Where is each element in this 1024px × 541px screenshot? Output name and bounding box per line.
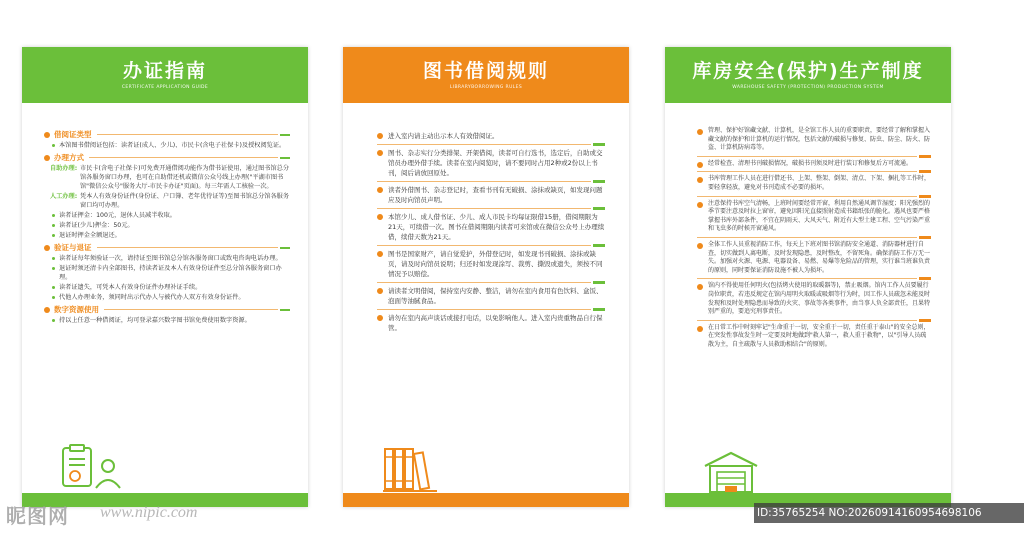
divider [377,141,605,148]
panel-subtitle: CERTIFICATE APPLICATION GUIDE [121,85,209,90]
watermark-logo: 昵图网 [6,504,69,528]
panel-title: 图书借阅规则 [422,60,549,82]
list-item: 本馆少儿、成人借书证、少儿、成人市民卡均每证限借15册，借阅期限为21天，可续借一次。图书在借阅期限内读者可来馆或在微信公众号上办理续借，续借天数为21天。 [377,212,605,242]
list-item: 全体工作人员重视消防工作，每天上下班对图书馆消防安全通道、消防器材进行自查，切实做到人离电断，及时发现隐患，及时整改，不留死角。确保消防工作万无一失。加强对火源、电源、电器设备、易燃、易爆等危险品的管理，实行谁当班谁负责的原则，同时要保证消防设施不被人为损坏。 [697,241,931,275]
bullet-icon [697,326,703,332]
footer-bar [343,493,629,507]
rules-list [697,127,931,349]
image-id-label: ID:35765254 NO:20260914160954698106 [757,507,982,519]
divider [697,193,931,200]
divider [377,178,605,185]
bullet-icon [44,132,50,138]
bullet-icon [44,155,50,161]
bullet-icon [377,150,383,156]
watermark-url: www.nipic.com [100,504,198,521]
list-item: 管理、保护好馆藏文献、计算机，是全馆工作人员的重要职责，要经常了解和掌握入藏文献的保护和计算机的运行情况，包括文献的破损与修复、防虫、防尘、防火、防盗、计算机防病毒等。 [697,127,931,153]
list-item: 注意保持书库空气清畅，上班时间要经常开窗，利用自然通风调节湿度；阳光强烈的季节要注意及时拉上窗帘，避免因阳光直接照射造成书籍纸张的脆化。遇风也要严格掌握书库外部条件，不宜在阴雨天、大风天气、附近有大型土建工程、空气污染严重和飞虫多的时候开窗通风。 [697,200,931,234]
list-item: 持以上任意一种借阅证，均可登录嘉兴数字图书馆免费使用数字资源。 [50,316,290,325]
divider [377,279,605,286]
bullet-icon [697,202,703,208]
list-item: 经常检查、清理书刊破损情况，破损书刊须及时进行装订和修复后方可流通。 [697,160,931,169]
list-item: 退证时押金全额退还。 [50,231,290,240]
document-user-icon [60,442,130,494]
list-item: 读者证押金：100元，退休人员减半收取。 [50,211,290,220]
panel-title: 办证指南 [122,60,207,82]
panel-header [343,47,629,103]
section-heading: 数字资源使用 [44,305,290,314]
bullet-icon [697,284,703,290]
list-item: 读者证(少儿)押金：50元。 [50,221,290,230]
bullet-icon [44,307,50,313]
panel-header [22,47,308,103]
section-heading: 借阅证类型 [44,130,290,139]
certificate-guide-panel [22,47,308,507]
divider [377,205,605,212]
list-item: 图书是国家财产，请自觉爱护，外借登记时，如发现书刊破损、涂抹或缺页，请及时向馆员说明；归还时如发现涂写、裁剪、撕毁或遗失，须按不同情况予以赔偿。 [377,249,605,279]
warehouse-icon [703,450,759,494]
list-item: 馆内不得使用任何明火(包括烤火使用的取暖器等)，禁止吸烟。馆内工作人员要履行岗位职责，若违反规定在馆内用明火取暖或吸烟等行为时，因工作人员疏忽未能及时发现和及时处理隐患而导致的火灾、事故等各类事件，由当事人负全部责任，且果特别严重的，要追究刑事责任。 [697,282,931,316]
list-item: 读者外借图书、杂志登记时，查看书刊有无破损、涂抹或缺页，如发现问题应及时向馆员声明。 [377,185,605,205]
divider [697,275,931,282]
bullet-icon [377,251,383,257]
self-service-row: 自助办理: 市民卡(含电子社保卡)可免费开通借阅功能作为借书证使用，通过图书馆总分馆各服务窗口办理，也可在自助借还机或微信公众号线上办理("平湖市图书馆"微信公众号"服务大厅-市民卡办证"页面)。每三年需人工核验一次。 [50,165,290,190]
list-item: 请读者文明借阅，保持室内安静、整洁，请勿在室内食用有色饮料、盒饭、泡面等油腻食品。 [377,286,605,306]
manual-service-row: 人工办理: 凭本人有效身份证件(身份证、户口簿、老年优待证等)至图书馆总分馆各服务窗口均可办理。 [50,193,290,209]
bullet-icon [44,245,50,251]
panel-subtitle: WAREHOUSE SAFETY (PROTECTION) PRODUCTION SYSTEM [732,85,884,90]
divider [697,168,931,175]
bullet-icon [697,243,703,249]
list-item: 在日常工作中时刻牢记"生命重于一切，安全重于一切，责任重于泰山"的安全总则，在突发性事故发生时一定要及时地做到"救人第一，救人重于救物"，以"引导人员疏散为主，自主疏散与人员救助相结合"的原则。 [697,324,931,350]
bullet-icon [697,129,703,135]
list-item: 读者证遗失，可凭本人有效身份证件办理补证手续。 [50,283,290,292]
bullet-icon [377,133,383,139]
panel-content [50,127,290,326]
section-heading: 办理方式 [44,153,290,162]
list-item: 本馆图书借阅证包括：读者证(成人、少儿)、市民卡(含电子社保卡)及授权阅览证。 [50,141,290,150]
section-heading: 验证与退证 [44,243,290,252]
bullet-icon [697,177,703,183]
divider [697,153,931,160]
panel-header [665,47,951,103]
bullet-icon [377,288,383,294]
list-item: 读者证每年须验证一次，请持证至图书馆总分馆各服务窗口或致电咨询电话办理。 [50,254,290,263]
bullet-icon [377,187,383,193]
panel-title: 库房安全(保护)生产制度 [692,60,924,82]
bullet-icon [377,214,383,220]
divider [697,317,931,324]
divider [377,306,605,313]
bullet-icon [697,162,703,168]
warehouse-safety-panel [665,47,951,507]
list-item: 进入室内请主动出示本人有效借阅证。 [377,131,605,141]
rules-list [377,131,605,333]
list-item: 书库管理工作人员在进行借还书、上架、整架、倒架、清点、下架、捆扎等工作时，要轻拿轻放，避免对书刊造成不必要的损坏。 [697,175,931,192]
divider [377,242,605,249]
bullet-icon [377,315,383,321]
books-icon [383,445,439,493]
borrowing-rules-panel [343,47,629,507]
list-item: 请勿在室内高声谈话或接打电话，以免影响他人。进入室内贵重物品自行保管。 [377,313,605,333]
panel-subtitle: LIBRARYBORROWING RULES [449,85,523,90]
list-item: 代他人办理业务，须同时出示代办人与被代办人双方有效身份证件。 [50,293,290,302]
list-item: 退证时须还清卡内全部图书，持读者证及本人有效身份证件至总分馆各服务窗口办理。 [50,264,290,282]
divider [697,234,931,241]
list-item: 图书、杂志实行分类排架、开架借阅，读者可自行选书，选定后，自助或交馆员办理外借手续。读者在室内阅览时，请不要同时占用2种或2份以上书刊，阅后请放回原处。 [377,148,605,178]
